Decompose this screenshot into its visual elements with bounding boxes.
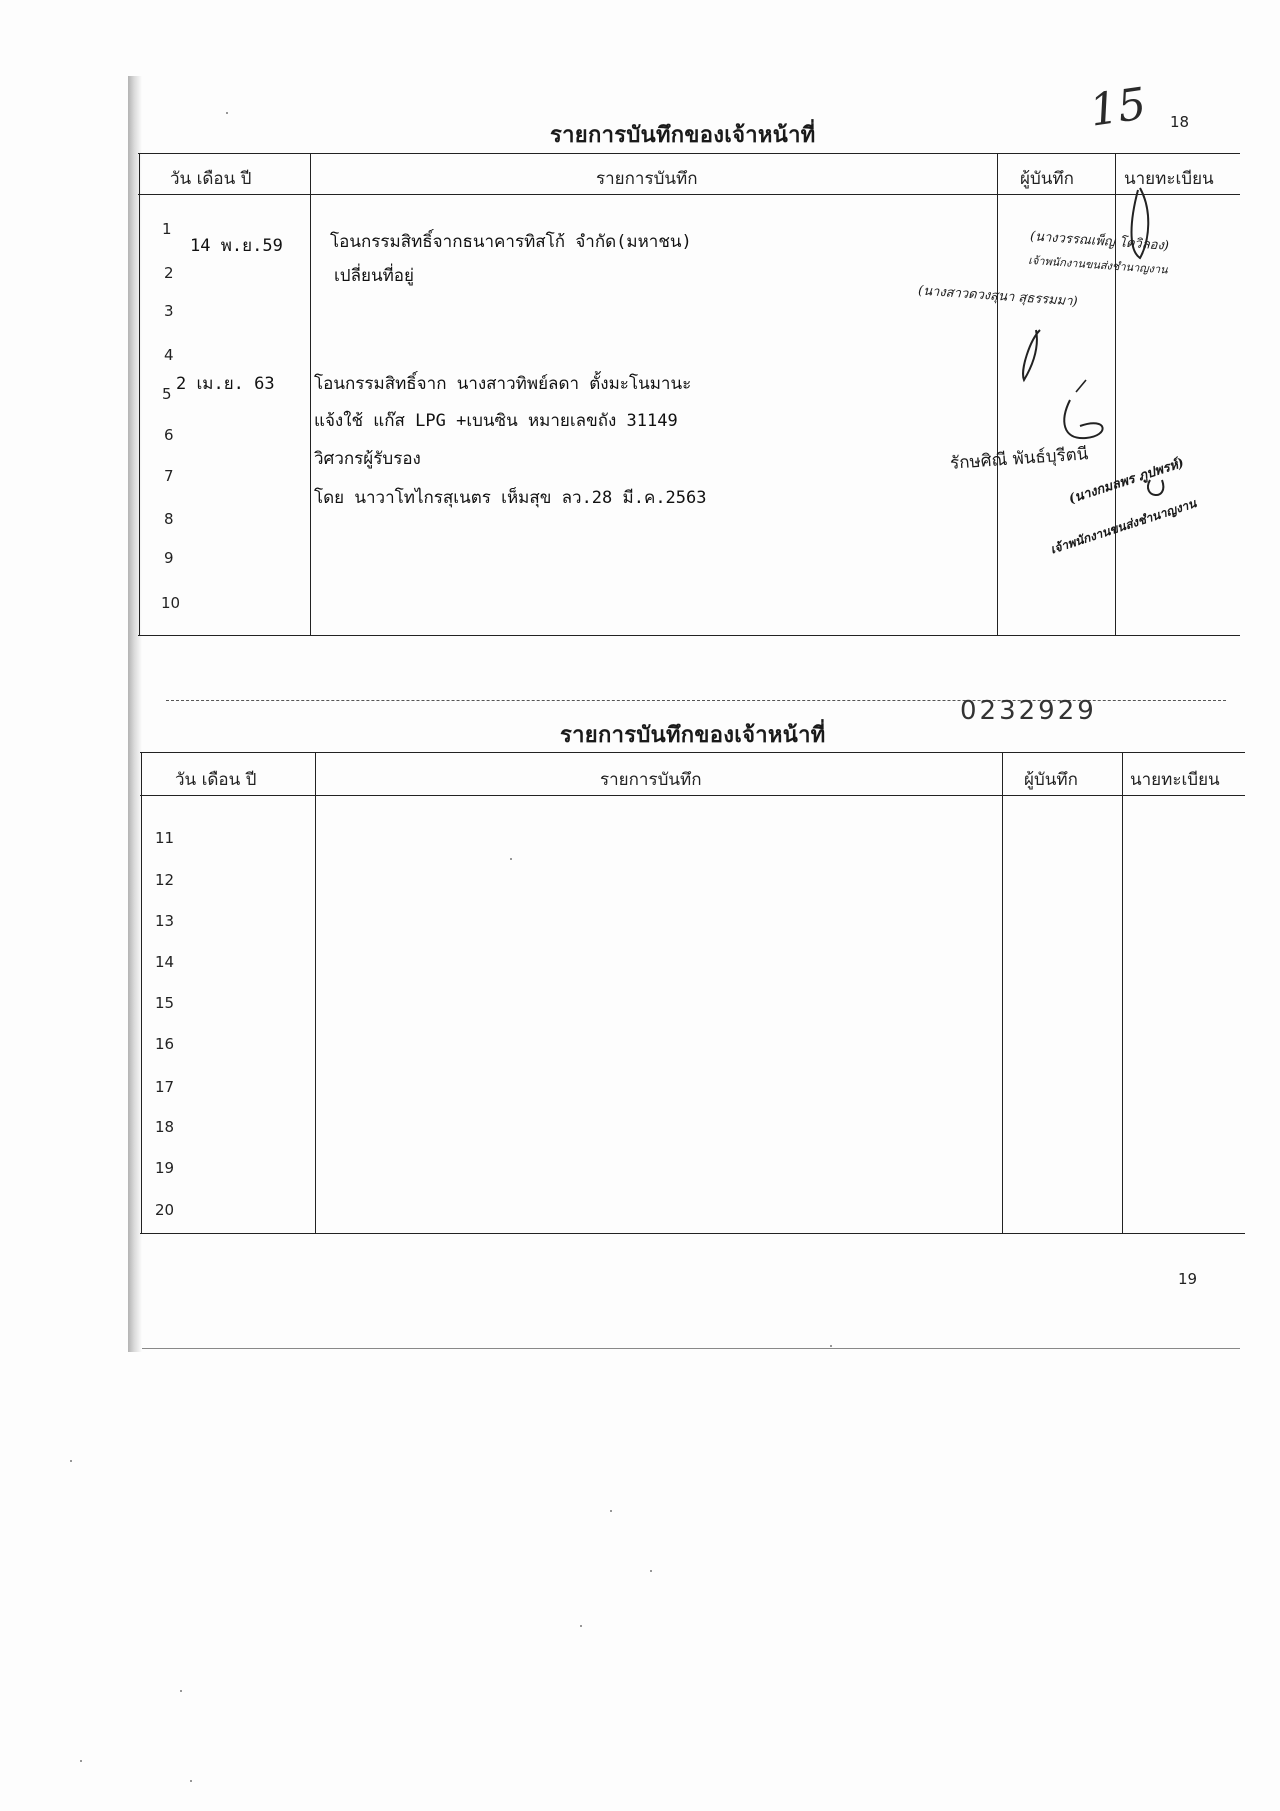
entry-text-line: โอนกรรมสิทธิ์จากธนาคารทิสโก้ จำกัด(มหาชน) xyxy=(330,232,692,252)
entry-text-line: วิศวกรผู้รับรอง xyxy=(314,449,421,469)
upper-header-record: รายการบันทึก xyxy=(596,169,698,189)
entry-text-line: โดย นาวาโทไกรสุเนตร เห็มสุข ลว.28 มี.ค.2563 xyxy=(314,488,707,508)
lower-table-left-border xyxy=(141,752,142,1233)
recorder-signature-name: รักษศิณี พันธ์บุรีตนี xyxy=(949,444,1089,474)
upper-line-number: 4 xyxy=(164,346,174,364)
entry-date: 2 เม.ย. 63 xyxy=(176,374,275,394)
scan-speck xyxy=(830,1345,832,1347)
upper-table-col-divider-2 xyxy=(997,153,998,635)
lower-header-record: รายการบันทึก xyxy=(600,770,702,790)
registrar-stamp-title: เจ้าพนักงานขนส่งชำนาญงาน xyxy=(1048,496,1198,557)
lower-line-number: 13 xyxy=(155,912,175,930)
scan-speck xyxy=(650,1570,652,1572)
scan-speck xyxy=(226,112,228,114)
lower-table-bottom-border xyxy=(140,1233,1245,1234)
lower-table-top-border xyxy=(140,752,1245,753)
lower-line-number: 17 xyxy=(155,1078,175,1096)
upper-line-number: 8 xyxy=(164,510,174,528)
upper-line-number: 5 xyxy=(162,385,172,403)
upper-table-left-border xyxy=(139,153,140,635)
lower-line-number: 11 xyxy=(155,829,175,847)
lower-page-bottom-edge xyxy=(142,1348,1240,1349)
scan-speck xyxy=(510,858,512,860)
upper-line-number: 1 xyxy=(162,220,172,238)
signature-scribble xyxy=(1000,180,1240,560)
upper-line-number: 7 xyxy=(164,467,174,485)
entry-text-line: แจ้งใช้ แก๊ส LPG +เบนซิน หมายเลขถัง 31149 xyxy=(314,411,678,431)
upper-line-number: 6 xyxy=(164,426,174,444)
lower-section-title: รายการบันทึกของเจ้าหน้าที่ xyxy=(560,723,826,748)
handwritten-page-number: 15 xyxy=(1086,78,1150,137)
lower-header-date: วัน เดือน ปี xyxy=(175,770,257,790)
lower-header-recorder: ผู้บันทึก xyxy=(1024,770,1078,790)
page-number-top: 18 xyxy=(1170,113,1190,131)
page-number-bottom: 19 xyxy=(1178,1270,1198,1288)
serial-number: 0232929 xyxy=(960,696,1097,726)
lower-table-col-divider-2 xyxy=(1002,752,1003,1233)
lower-table-col-divider-1 xyxy=(315,752,316,1233)
upper-header-recorder: ผู้บันทึก xyxy=(1020,169,1074,189)
lower-table-col-divider-3 xyxy=(1122,752,1123,1233)
lower-line-number: 14 xyxy=(155,953,175,971)
upper-line-number: 9 xyxy=(164,549,174,567)
scan-speck xyxy=(70,1460,72,1462)
scan-speck xyxy=(580,1625,582,1627)
lower-table-header-divider xyxy=(140,795,1245,796)
upper-section-title: รายการบันทึกของเจ้าหน้าที่ xyxy=(550,123,816,148)
scan-speck xyxy=(610,1510,612,1512)
lower-header-registrar: นายทะเบียน xyxy=(1130,770,1220,790)
lower-line-number: 15 xyxy=(155,994,175,1012)
registrar-stamp-name: (นางสาวดวงสุนา สุธรรมมา) xyxy=(917,283,1079,310)
upper-table-col-divider-1 xyxy=(310,153,311,635)
recorder-stamp-title: เจ้าพนักงานขนส่งชำนาญงาน xyxy=(1027,253,1169,277)
entry-text-line: โอนกรรมสิทธิ์จาก นางสาวทิพย์ลดา ตั้งมะโนมานะ xyxy=(314,374,692,394)
upper-table-top-border xyxy=(138,153,1240,154)
lower-line-number: 16 xyxy=(155,1035,175,1053)
scan-speck xyxy=(180,1690,182,1692)
upper-header-registrar: นายทะเบียน xyxy=(1124,169,1214,189)
lower-line-number: 20 xyxy=(155,1201,175,1219)
entry-text-line: เปลี่ยนที่อยู่ xyxy=(334,266,414,286)
registrar-stamp-name: (นางกมลพร ภูปพรห์) xyxy=(1066,455,1186,508)
scan-speck xyxy=(190,1780,192,1782)
upper-line-number: 2 xyxy=(164,264,174,282)
lower-line-number: 19 xyxy=(155,1159,175,1177)
entry-date: 14 พ.ย.59 xyxy=(190,236,283,256)
lower-line-number: 12 xyxy=(155,871,175,889)
upper-line-number: 3 xyxy=(164,302,174,320)
recorder-stamp-name: (นางวรรณเพ็ญ โตวิลอง) xyxy=(1029,229,1170,254)
upper-line-number: 10 xyxy=(161,594,181,612)
lower-line-number: 18 xyxy=(155,1118,175,1136)
upper-header-date: วัน เดือน ปี xyxy=(170,169,252,189)
upper-table-bottom-border xyxy=(138,635,1240,636)
scan-speck xyxy=(80,1760,82,1762)
